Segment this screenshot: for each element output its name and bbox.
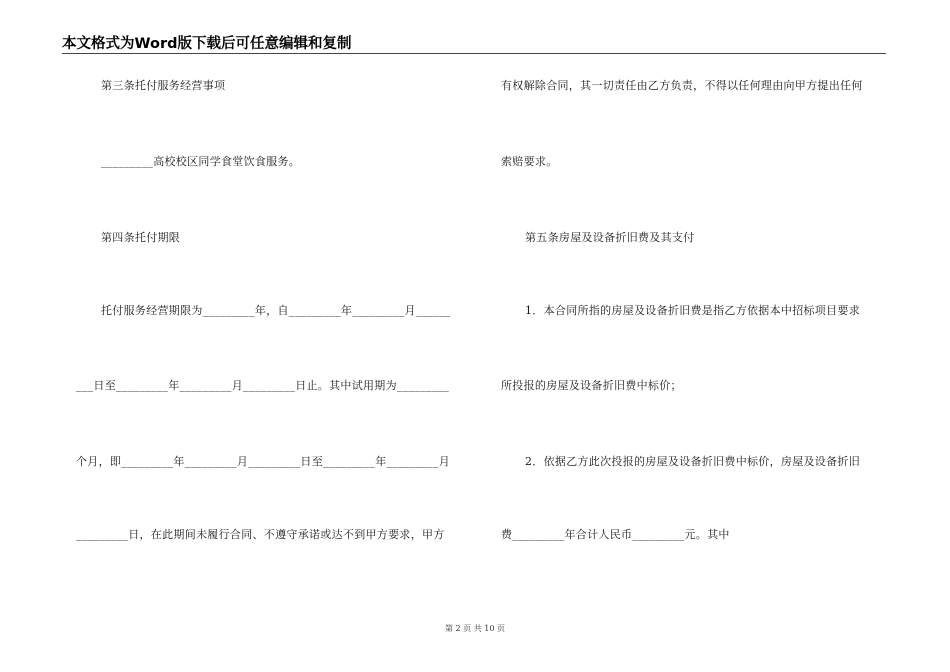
page-number-footer: 第 2 页 共 10 页 (445, 624, 505, 633)
left-line-trial-period: 个月，即_________年_________月_________日至_________年_________月 (76, 455, 450, 468)
left-line-service-scope: _________高校校区同学食堂饮食服务。 (101, 155, 301, 168)
left-line-article-4-heading: 第四条托付期限 (101, 231, 181, 244)
right-line-claims: 索赔要求。 (501, 155, 558, 168)
right-line-article-5-heading: 第五条房屋及设备折旧费及其支付 (525, 231, 695, 244)
right-line-item-1: 1．本合同所指的房屋及设备折旧费是指乙方依据本中招标项目要求 (525, 304, 860, 317)
right-line-item-2: 2．依据乙方此次投报的房屋及设备折旧费中标价，房屋及设备折旧 (525, 455, 860, 468)
left-line-term-start: 托付服务经营期限为_________年，自_________年_________月______ (101, 304, 451, 317)
right-line-item-1-cont: 所投报的房屋及设备折旧费中标价； (501, 379, 682, 392)
right-line-termination-rights: 有权解除合同，其一切责任由乙方负责，不得以任何理由向甲方提出任何 (501, 79, 863, 92)
left-line-trial-conditions: _________日，在此期间未履行合同、不遵守承诺或达不到甲方要求，甲方 (76, 528, 445, 541)
page-header (62, 34, 886, 54)
left-line-article-3-heading: 第三条托付服务经营事项 (101, 79, 226, 92)
document-header-title: 本文格式为Word版下载后可任意编辑和复制 (62, 36, 352, 52)
right-line-item-2-cont: 费_________年合计人民币_________元。其中 (501, 528, 730, 541)
left-line-term-end: ___日至_________年_________月_________日止。其中试用期为_________ (76, 379, 450, 392)
header-divider (62, 53, 886, 54)
